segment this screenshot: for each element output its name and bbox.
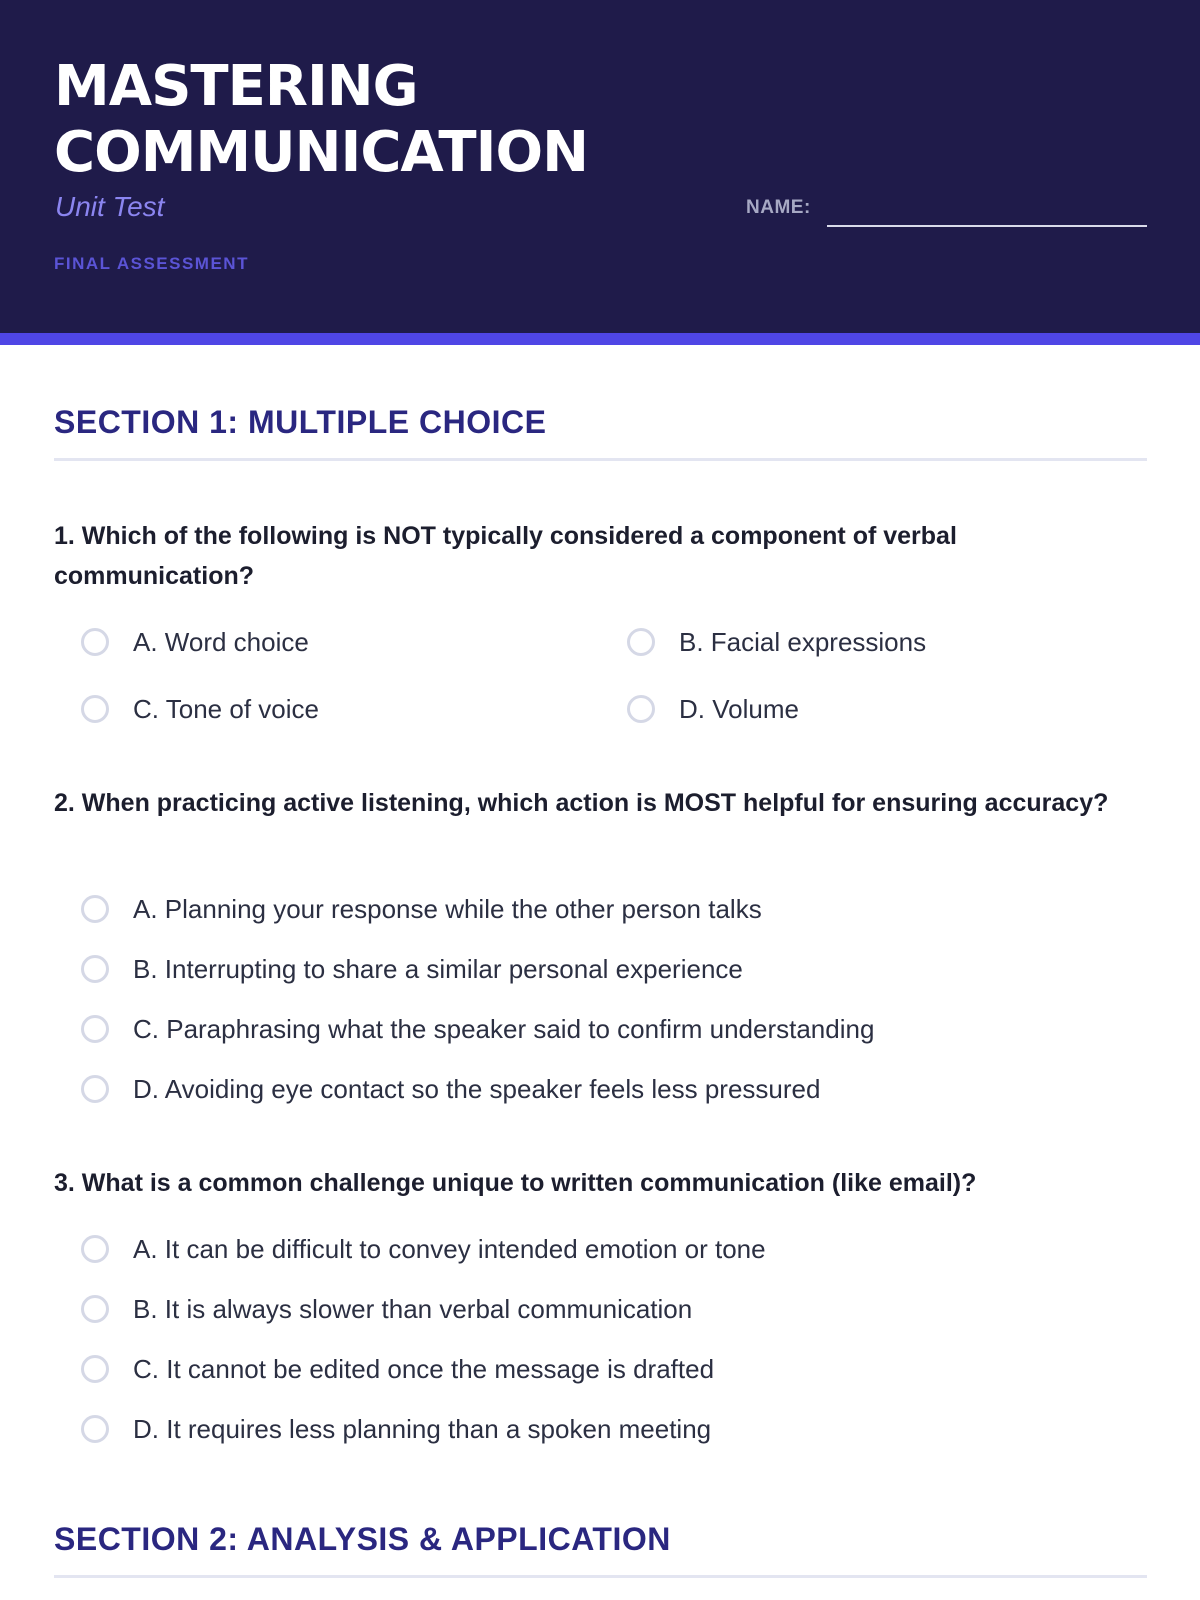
q2-option-a[interactable] — [81, 889, 762, 929]
radio-button[interactable] — [81, 1415, 109, 1443]
question-2: 2. When practicing active listening, which action is MOST helpful for ensuring accuracy? — [54, 789, 1109, 817]
option-label: A. It can be difficult to convey intended emotion or tone — [133, 1234, 766, 1264]
section-1-title: SECTION 1: MULTIPLE CHOICE — [54, 404, 547, 440]
option-label: C. It cannot be edited once the message is drafted — [133, 1354, 715, 1384]
radio-button[interactable] — [81, 895, 109, 923]
option-label: D. Avoiding eye contact so the speaker feels less pressured — [133, 1074, 821, 1104]
option-label: A. Word choice — [133, 627, 309, 657]
question-3: 3. What is a common challenge unique to written communication (like email)? — [54, 1169, 977, 1197]
section-1-divider — [54, 458, 1147, 461]
q1-option-b[interactable] — [627, 622, 926, 662]
section-2-divider — [54, 1575, 1147, 1578]
name-field[interactable] — [827, 225, 1147, 227]
assessment-label: FINAL ASSESSMENT — [54, 254, 249, 273]
option-label: D. Volume — [679, 694, 799, 724]
title-line-2: COMMUNICATION — [54, 120, 588, 185]
radio-button[interactable] — [627, 628, 655, 656]
radio-button[interactable] — [81, 628, 109, 656]
radio-button[interactable] — [81, 1075, 109, 1103]
q2-option-c[interactable] — [81, 1009, 874, 1049]
option-label: D. It requires less planning than a spoken meeting — [133, 1414, 712, 1444]
radio-button[interactable] — [81, 1235, 109, 1263]
name-label: NAME: — [746, 197, 811, 218]
q1-option-c[interactable] — [81, 689, 319, 729]
option-label: A. Planning your response while the other person talks — [133, 894, 762, 924]
question-1: 1. Which of the following is NOT typically considered a component of verbal communication? — [54, 522, 957, 590]
title-line-1: MASTERING — [54, 54, 418, 119]
radio-button[interactable] — [81, 1355, 109, 1383]
q3-option-d[interactable] — [81, 1409, 711, 1449]
option-label: B. Interrupting to share a similar personal experience — [133, 954, 743, 984]
q3-option-a[interactable] — [81, 1229, 766, 1269]
page-subtitle: Unit Test — [55, 191, 165, 222]
radio-button[interactable] — [627, 695, 655, 723]
option-label: B. It is always slower than verbal communication — [133, 1294, 693, 1324]
q1-option-a[interactable] — [81, 622, 309, 662]
q3-option-b[interactable] — [81, 1289, 692, 1329]
radio-button[interactable] — [81, 1295, 109, 1323]
q2-option-d[interactable] — [81, 1069, 820, 1109]
radio-button[interactable] — [81, 695, 109, 723]
q2-option-b[interactable] — [81, 949, 743, 989]
option-label: B. Facial expressions — [679, 627, 927, 657]
option-label: C. Tone of voice — [133, 694, 319, 724]
option-label: C. Paraphrasing what the speaker said to confirm understanding — [133, 1014, 875, 1044]
header-banner — [0, 0, 1200, 345]
q1-option-d[interactable] — [627, 689, 799, 729]
q3-option-c[interactable] — [81, 1349, 714, 1389]
section-2-title: SECTION 2: ANALYSIS & APPLICATION — [54, 1521, 671, 1557]
radio-button[interactable] — [81, 1015, 109, 1043]
radio-button[interactable] — [81, 955, 109, 983]
page-title — [54, 54, 588, 186]
